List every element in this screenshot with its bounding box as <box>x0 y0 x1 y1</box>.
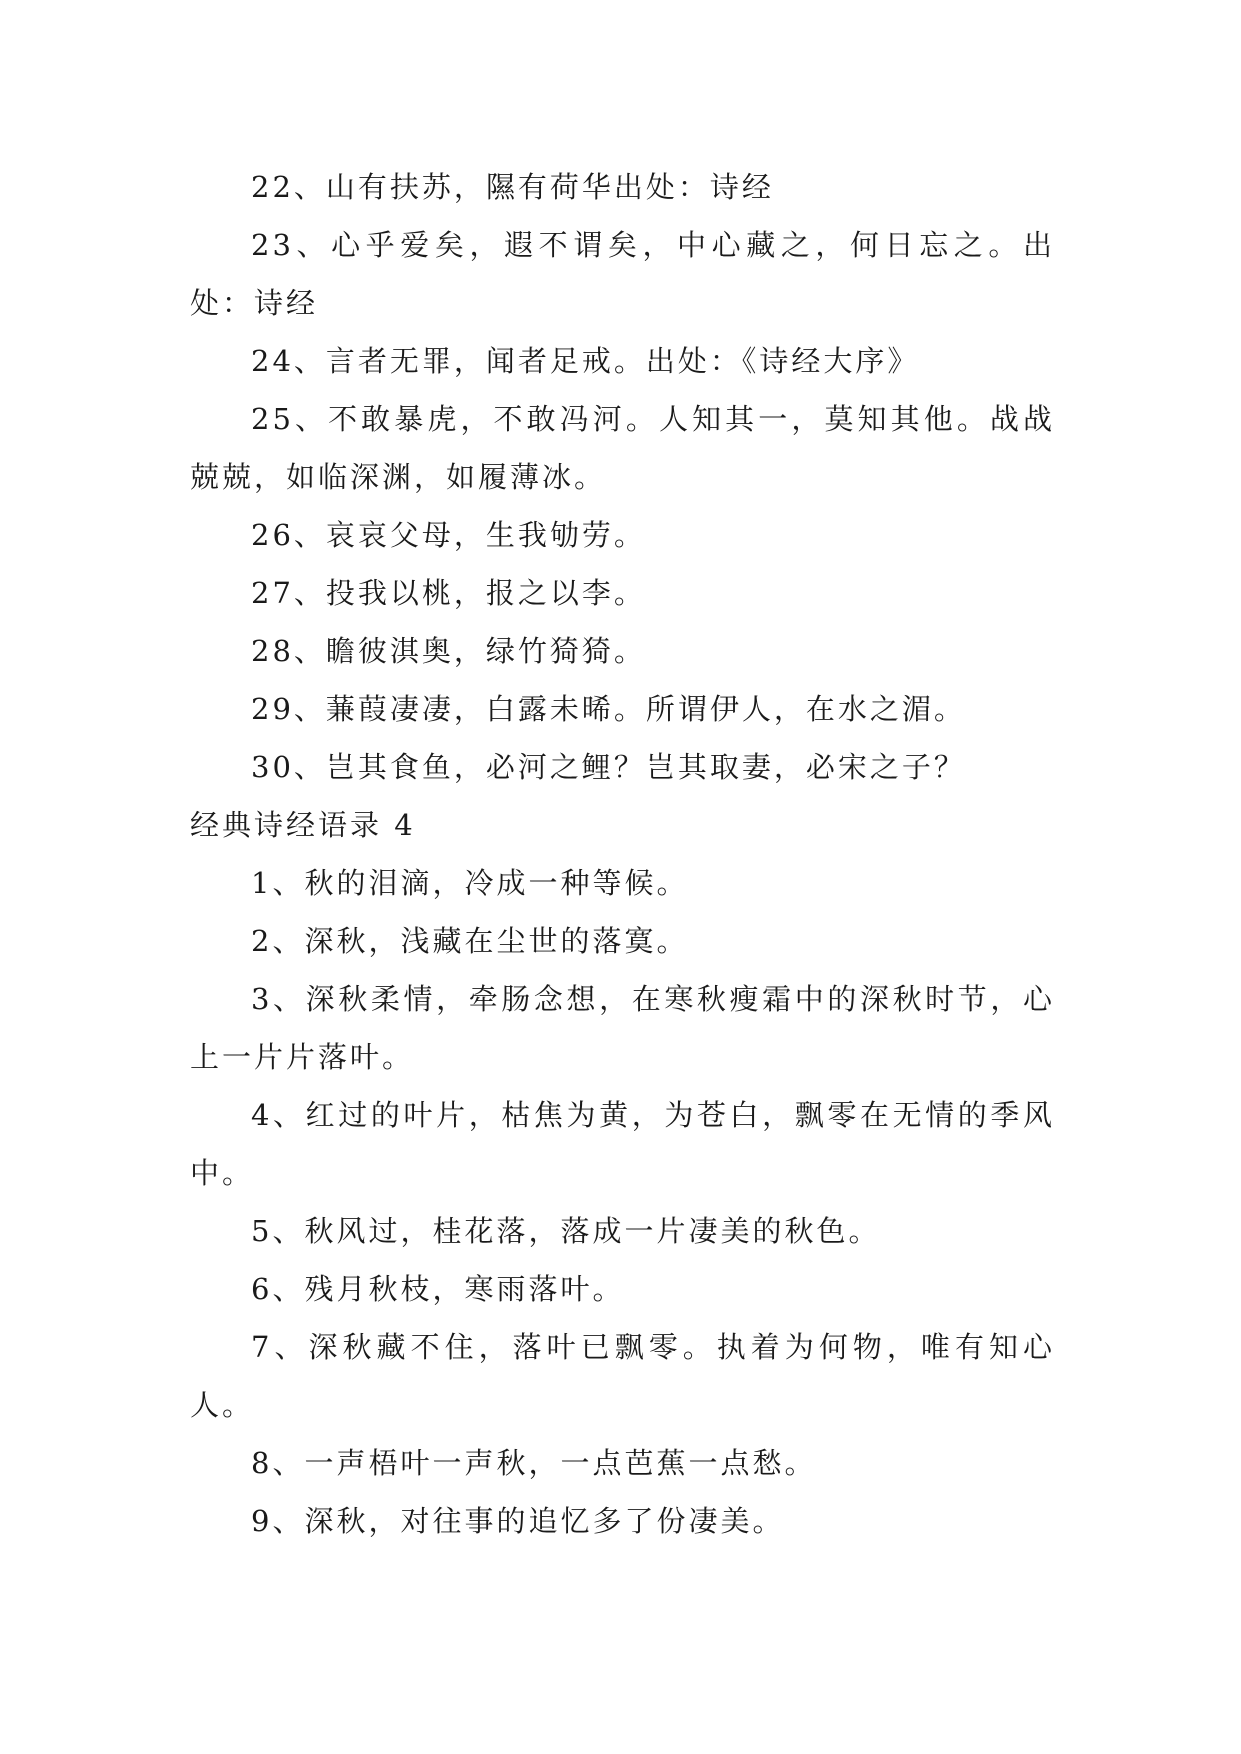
quote-paragraph: 4、红过的叶片，枯焦为黄，为苍白，飘零在无情的季风中。 <box>190 1098 1055 1190</box>
quote-paragraph: 24、言者无罪，闻者足戒。出处：《诗经大序》 <box>251 344 920 378</box>
quote-paragraph: 22、山有扶苏，隰有荷华出处：诗经 <box>251 170 774 204</box>
quote-paragraph: 23、心乎爱矣，遐不谓矣，中心藏之，何日忘之。出处：诗经 <box>190 228 1055 320</box>
quote-paragraph: 25、不敢暴虎，不敢冯河。人知其一，莫知其他。战战兢兢，如临深渊，如履薄冰。 <box>190 402 1055 494</box>
quote-paragraph: 6、残月秋枝，寒雨落叶。 <box>251 1272 625 1306</box>
document-body <box>190 158 1055 1550</box>
section-heading: 经典诗经语录 4 <box>190 808 416 842</box>
quote-paragraph: 2、深秋，浅藏在尘世的落寞。 <box>251 924 689 958</box>
quote-paragraph: 9、深秋，对往事的追忆多了份凄美。 <box>251 1504 785 1538</box>
quote-paragraph: 28、瞻彼淇奥，绿竹猗猗。 <box>251 634 646 668</box>
quote-paragraph: 3、深秋柔情，牵肠念想，在寒秋瘦霜中的深秋时节，心上一片片落叶。 <box>190 982 1055 1074</box>
quote-paragraph: 30、岂其食鱼，必河之鲤？岂其取妻，必宋之子？ <box>251 750 966 784</box>
quote-paragraph: 29、蒹葭凄凄，白露未晞。所谓伊人，在水之湄。 <box>251 692 966 726</box>
quote-paragraph: 5、秋风过，桂花落，落成一片凄美的秋色。 <box>251 1214 881 1248</box>
quote-paragraph: 26、哀哀父母，生我劬劳。 <box>251 518 646 552</box>
quote-paragraph: 8、一声梧叶一声秋，一点芭蕉一点愁。 <box>251 1446 817 1480</box>
quote-paragraph: 27、投我以桃，报之以李。 <box>251 576 646 610</box>
quote-paragraph: 1、秋的泪滴，冷成一种等候。 <box>251 866 689 900</box>
quote-paragraph: 7、深秋藏不住，落叶已飘零。执着为何物，唯有知心人。 <box>190 1330 1055 1422</box>
